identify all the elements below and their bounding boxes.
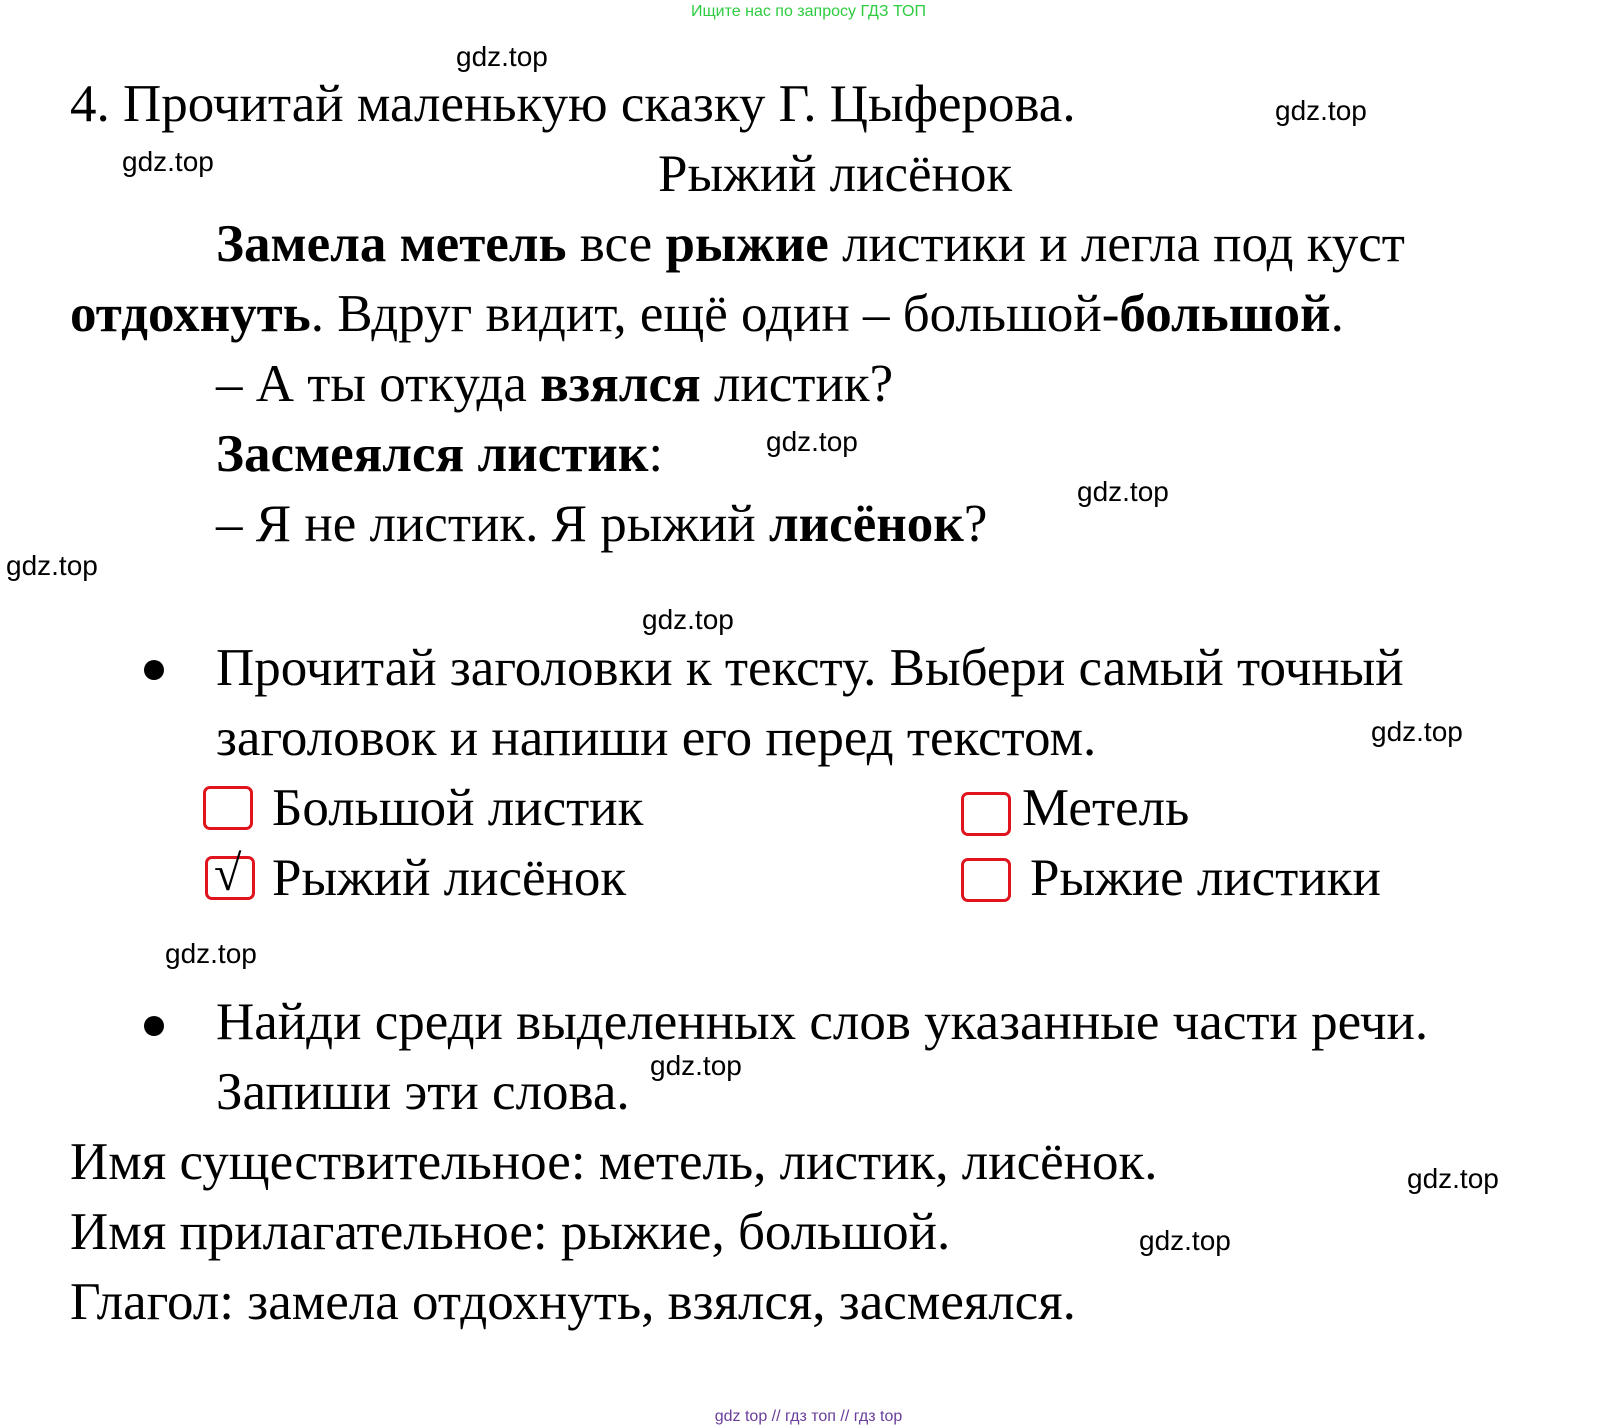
watermark: gdz.top xyxy=(650,1050,742,1081)
plain-text: . Вдруг видит, ещё один – большой- xyxy=(310,285,1120,343)
story-line-4 xyxy=(216,425,664,483)
bullet-icon xyxy=(144,1016,164,1036)
bullet2-line1: Найди среди выделенных слов указанные части речи. xyxy=(216,993,1429,1051)
bold-word: большой xyxy=(1119,285,1331,343)
plain-text: все xyxy=(566,215,666,273)
story-line-2 xyxy=(70,285,1344,343)
bold-word: рыжие xyxy=(665,215,829,273)
bullet1-line2: заголовок и напиши его перед текстом. xyxy=(216,709,1097,767)
bold-word: взялся xyxy=(540,355,701,413)
footer-separator: // xyxy=(840,1408,850,1425)
bold-word: Засмеялся листик xyxy=(216,425,649,483)
checkmark-icon: √ xyxy=(214,845,242,901)
plain-text: . xyxy=(1330,285,1344,343)
bottom-banner xyxy=(0,1408,1617,1426)
option-label: Большой листик xyxy=(272,779,644,837)
bold-word: лисёнок xyxy=(768,495,964,553)
watermark: gdz.top xyxy=(1371,716,1463,747)
plain-text: – Я не листик. Я рыжий xyxy=(216,495,769,553)
answer-adjective: Имя прилагательное: рыжие, большой. xyxy=(70,1203,951,1261)
plain-text: листик? xyxy=(700,355,894,413)
bullet2-line2: Запиши эти слова. xyxy=(216,1063,630,1121)
top-banner: Ищите нас по запросу ГДЗ ТОП xyxy=(691,3,926,20)
watermark: gdz.top xyxy=(122,146,214,177)
bold-word: Замела метель xyxy=(216,215,567,273)
bullet1-line1: Прочитай заголовки к тексту. Выбери самый точный xyxy=(216,639,1404,697)
plain-text: : xyxy=(648,425,664,483)
plain-text: ? xyxy=(963,495,988,553)
option-label: Метель xyxy=(1022,779,1190,837)
watermark: gdz.top xyxy=(6,550,98,581)
option-checkbox[interactable] xyxy=(203,786,253,830)
watermark: gdz.top xyxy=(165,938,257,969)
option-label: Рыжие листики xyxy=(1030,849,1381,907)
option-checkbox[interactable] xyxy=(961,792,1011,836)
watermark: gdz.top xyxy=(1077,476,1169,507)
task-title: 4. Прочитай маленькую сказку Г. Цыферова. xyxy=(70,75,1076,133)
option-checkbox[interactable] xyxy=(961,858,1011,902)
watermark: gdz.top xyxy=(1275,95,1367,126)
story-line-1 xyxy=(216,215,1405,273)
watermark: gdz.top xyxy=(766,426,858,457)
story-title: Рыжий лисёнок xyxy=(658,145,1013,203)
plain-text: – А ты откуда xyxy=(216,355,541,413)
answer-verb: Глагол: замела отдохнуть, взялся, засмеялся. xyxy=(70,1273,1076,1331)
plain-text: листики и легла под куст xyxy=(828,215,1405,273)
bullet-icon xyxy=(144,660,164,680)
footer-separator: // xyxy=(771,1408,781,1425)
answer-noun: Имя существительное: метель, листик, лисёнок. xyxy=(70,1133,1158,1191)
footer-part: гдз top xyxy=(853,1408,903,1425)
footer-part: гдз топ xyxy=(785,1408,836,1425)
watermark: gdz.top xyxy=(1407,1163,1499,1194)
story-line-3 xyxy=(216,355,894,413)
story-line-5 xyxy=(216,495,988,553)
option-label: Рыжий лисёнок xyxy=(272,849,627,907)
bold-word: отдохнуть xyxy=(70,285,311,343)
watermark: gdz.top xyxy=(1139,1225,1231,1256)
watermark: gdz.top xyxy=(642,604,734,635)
watermark: gdz.top xyxy=(456,41,548,72)
footer-part: gdz top xyxy=(714,1408,768,1425)
